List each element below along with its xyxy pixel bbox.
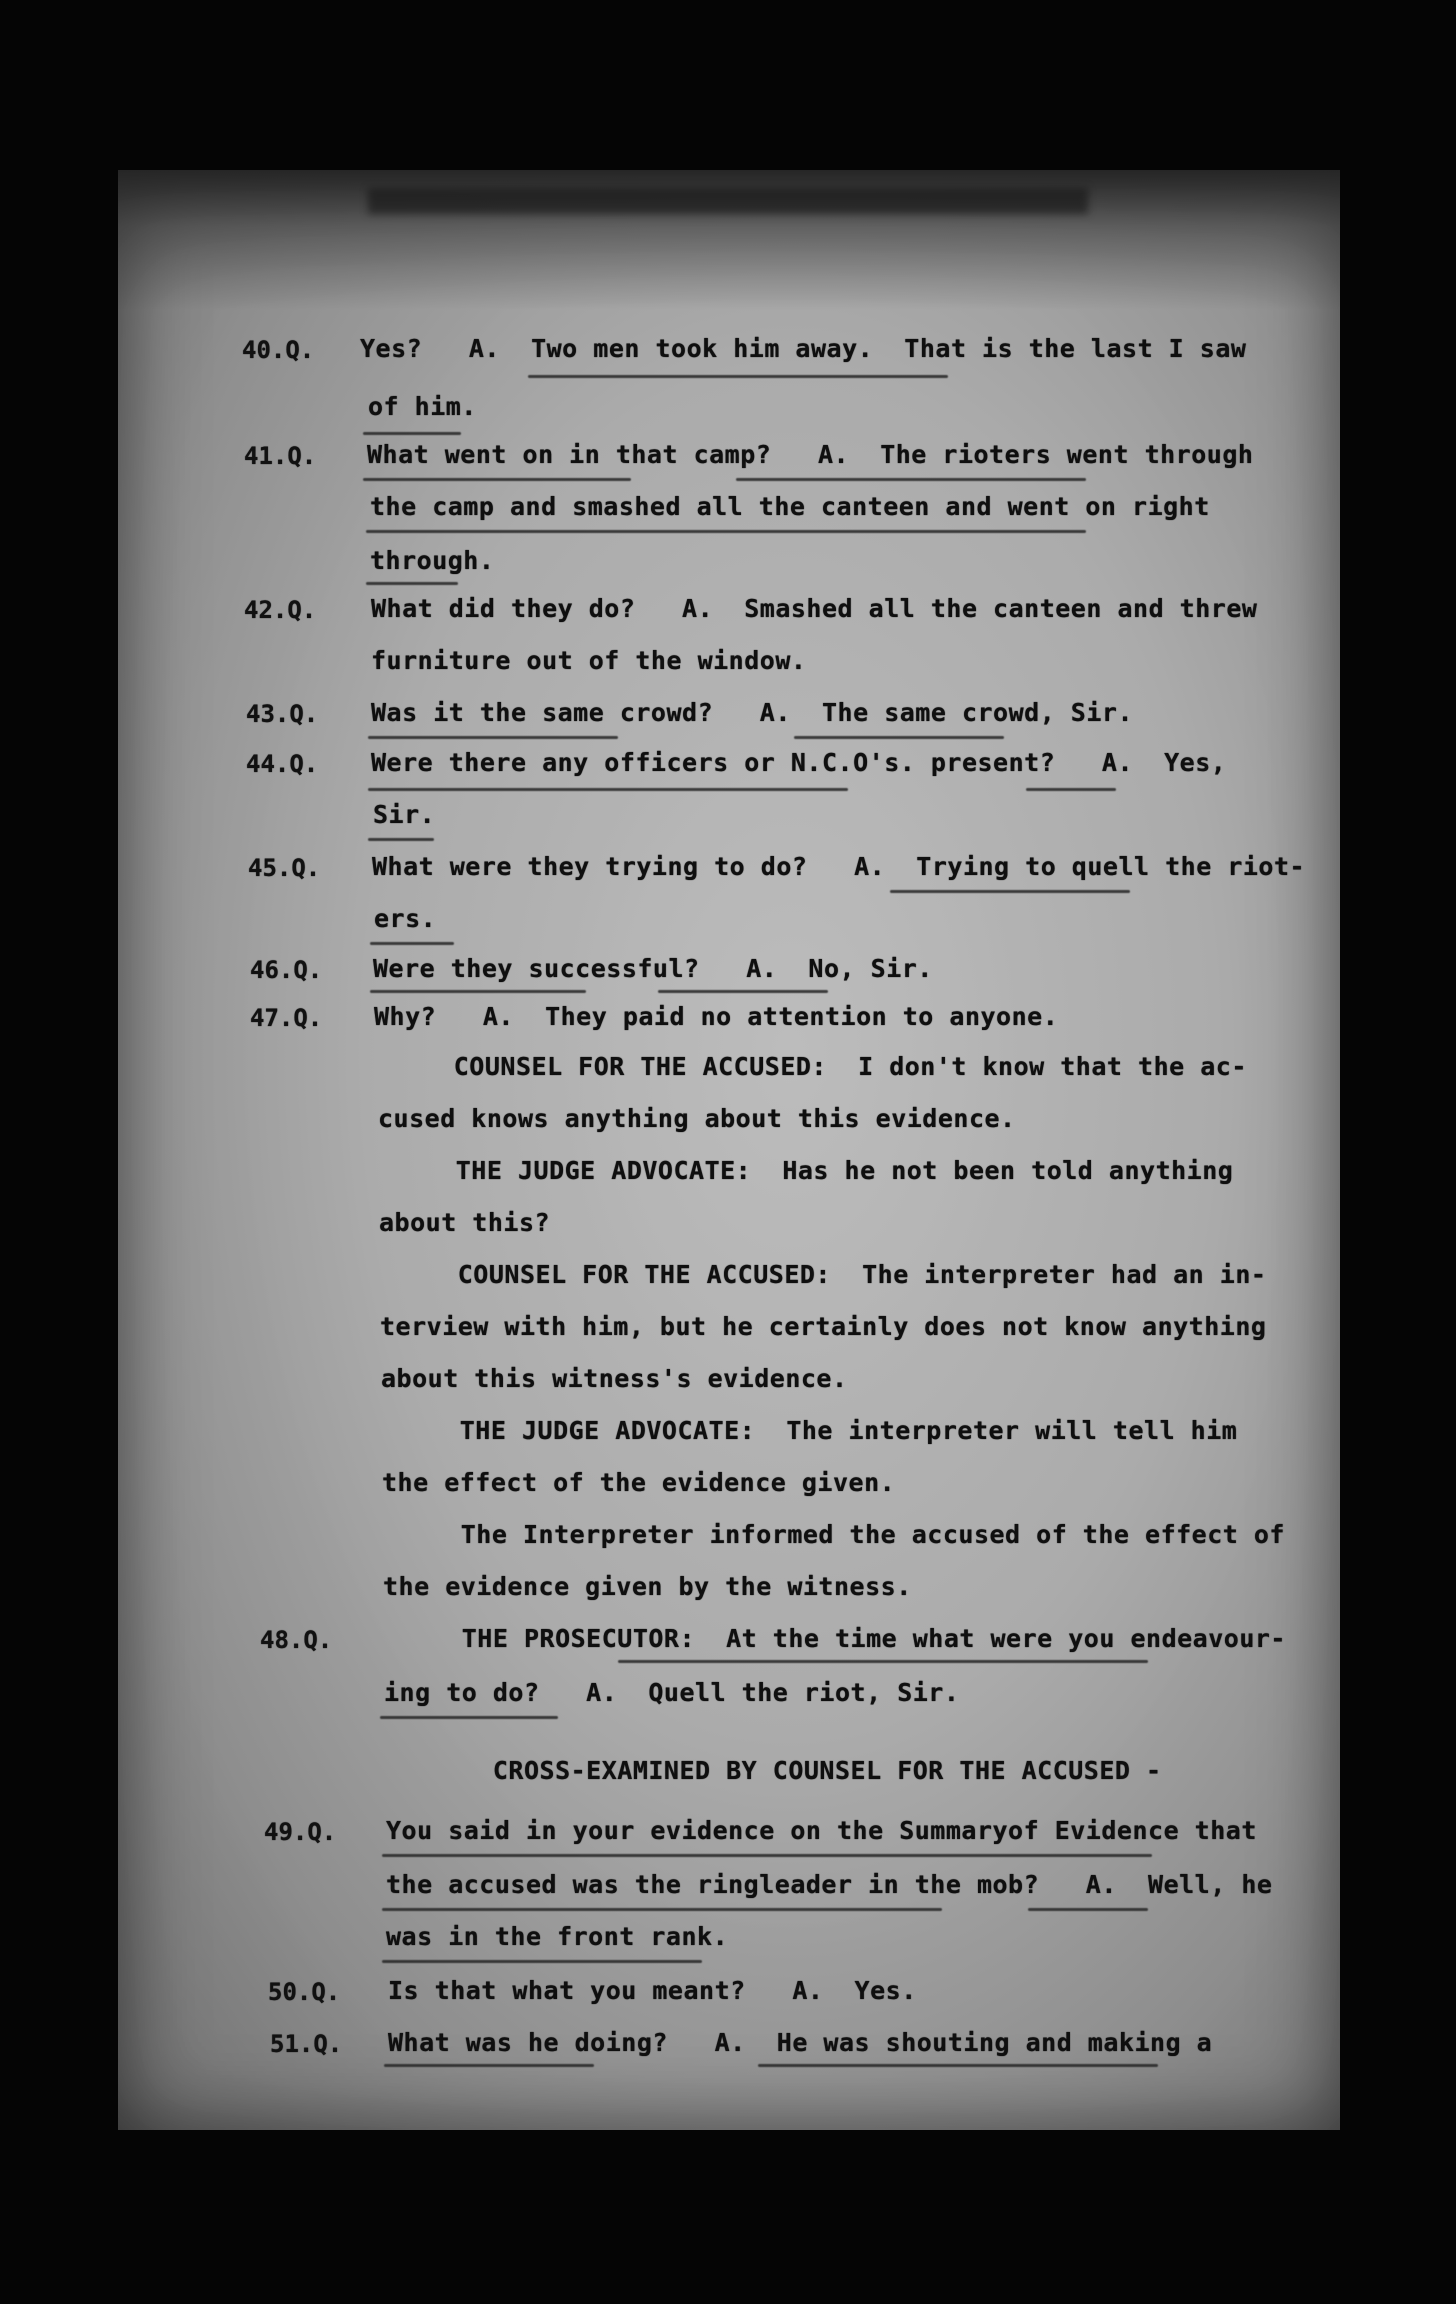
transcript-line: cused knows anything about this evidence. bbox=[378, 1104, 1016, 1133]
transcript-line: What went on in that camp? A. The rioters went through bbox=[367, 440, 1254, 469]
underline-mark bbox=[382, 1908, 942, 1911]
underline-mark bbox=[363, 478, 631, 481]
illegible-header-smudge bbox=[368, 188, 1088, 214]
question-number: 40.Q. bbox=[242, 336, 315, 364]
underline-mark bbox=[368, 838, 434, 841]
transcript-line: What did they do? A. Smashed all the canteen and threw bbox=[371, 594, 1258, 623]
transcript-line: The Interpreter informed the accused of the effect of bbox=[383, 1520, 1285, 1549]
transcript-line: of him. bbox=[368, 392, 477, 421]
question-number: 48.Q. bbox=[260, 1626, 333, 1654]
underline-mark bbox=[368, 736, 618, 739]
underline-mark bbox=[384, 2064, 594, 2067]
transcript-line: Is that what you meant? A. Yes. bbox=[388, 1976, 917, 2005]
transcript-line: ers. bbox=[374, 904, 437, 933]
underline-mark bbox=[794, 736, 1004, 739]
question-number: 46.Q. bbox=[250, 956, 323, 984]
transcript-line: Sir. bbox=[373, 800, 436, 829]
section-heading: CROSS-EXAMINED BY COUNSEL FOR THE ACCUSED - bbox=[384, 1756, 1162, 1785]
underline-mark bbox=[366, 582, 458, 585]
underline-mark bbox=[380, 1716, 558, 1719]
question-number: 47.Q. bbox=[250, 1004, 323, 1032]
underline-mark bbox=[370, 990, 586, 993]
transcript-line: THE JUDGE ADVOCATE: The interpreter will tell him bbox=[382, 1416, 1238, 1445]
transcript-line: Were they successful? A. No, Sir. bbox=[373, 954, 933, 983]
transcript-line: furniture out of the window. bbox=[371, 646, 807, 675]
underline-mark bbox=[1026, 788, 1116, 791]
underline-mark bbox=[658, 990, 828, 993]
transcript-line: Yes? A. Two men took him away. That is the last I saw bbox=[360, 334, 1247, 363]
transcript-line: terview with him, but he certainly does not know anything bbox=[380, 1312, 1267, 1341]
transcript-line: COUNSEL FOR THE ACCUSED: I don't know that the ac- bbox=[376, 1052, 1247, 1081]
transcript-line: You said in your evidence on the Summaryof Evidence that bbox=[386, 1816, 1257, 1845]
underline-mark bbox=[1028, 1908, 1148, 1911]
underline-mark bbox=[382, 1854, 1152, 1857]
underline-mark bbox=[618, 1660, 1148, 1663]
transcript-line: ing to do? A. Quell the riot, Sir. bbox=[384, 1678, 960, 1707]
transcript-line: the camp and smashed all the canteen and went on right bbox=[370, 492, 1210, 521]
question-number: 49.Q. bbox=[264, 1818, 337, 1846]
underline-mark bbox=[528, 375, 948, 378]
transcript-line: through. bbox=[370, 546, 495, 575]
transcript-line: the evidence given by the witness. bbox=[383, 1572, 912, 1601]
transcript-line: the accused was the ringleader in the mob? A. Well, he bbox=[386, 1870, 1273, 1899]
underline-mark bbox=[736, 478, 1086, 481]
transcript-line: Was it the same crowd? A. The same crowd, Sir. bbox=[371, 698, 1134, 727]
transcript-line: What was he doing? A. He was shouting and making a bbox=[388, 2028, 1213, 2057]
transcript-line: COUNSEL FOR THE ACCUSED: The interpreter had an in- bbox=[380, 1260, 1267, 1289]
transcript-line: What were they trying to do? A. Trying to quell the riot- bbox=[372, 852, 1306, 881]
paper-sheet bbox=[118, 170, 1340, 2130]
underline-mark bbox=[363, 432, 461, 435]
transcript-line: about this witness's evidence. bbox=[381, 1364, 848, 1393]
underline-mark bbox=[758, 2064, 1158, 2067]
underline-mark bbox=[382, 1960, 702, 1963]
question-number: 43.Q. bbox=[246, 700, 319, 728]
question-number: 44.Q. bbox=[246, 750, 319, 778]
transcript-line: was in the front rank. bbox=[386, 1922, 729, 1951]
question-number: 50.Q. bbox=[268, 1978, 341, 2006]
question-number: 42.Q. bbox=[244, 596, 317, 624]
question-number: 51.Q. bbox=[270, 2030, 343, 2058]
underline-mark bbox=[368, 788, 848, 791]
underline-mark bbox=[370, 942, 454, 945]
transcript-line: THE JUDGE ADVOCATE: Has he not been told anything bbox=[378, 1156, 1234, 1185]
question-number: 41.Q. bbox=[244, 442, 317, 470]
transcript-line: the effect of the evidence given. bbox=[382, 1468, 896, 1497]
underline-mark bbox=[890, 890, 1130, 893]
transcript-line: THE PROSECUTOR: At the time what were you endeavour- bbox=[384, 1624, 1286, 1653]
transcript-line: Were there any officers or N.C.O's. present? A. Yes, bbox=[371, 748, 1227, 777]
underline-mark bbox=[366, 530, 1086, 533]
question-number: 45.Q. bbox=[248, 854, 321, 882]
transcript-line: Why? A. They paid no attention to anyone. bbox=[374, 1002, 1059, 1031]
transcript-line: about this? bbox=[379, 1208, 551, 1237]
